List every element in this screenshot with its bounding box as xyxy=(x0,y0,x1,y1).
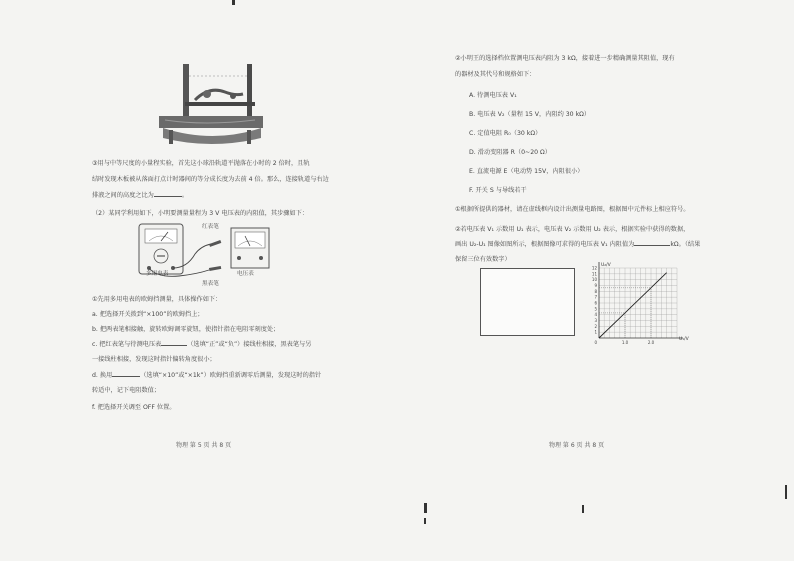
item-d: D. 滑动变阻器 R（0~20 Ω） xyxy=(469,149,551,156)
label-red-pen: 红表笔 xyxy=(202,224,219,230)
y-tick-label: 11 xyxy=(591,271,597,277)
step1-title: ①先用多用电表的欧姆挡测量，具体操作如下： xyxy=(92,296,222,303)
item-f: F. 开关 S 与导线若干 xyxy=(469,187,527,194)
data-question-2: 画出 U₂-U₁ 图像如图所示，根据图像可求得的电压表 V₁ 内阻值为 kΩ。（结果 xyxy=(455,241,701,248)
step-c-cont: 一接线柱相接，发现这时指针偏转角度很小； xyxy=(92,356,216,363)
step-f: f. 把选择开关调至 OFF 位置。 xyxy=(92,404,176,411)
circuit-question: ①根据所提供的器材，请在虚线框内设计出测量电路图，根据图中元件标上相应符号。 xyxy=(455,206,690,213)
step-d: d. 换用 （选填“×10”或“×1k”）欧姆挡重新调零后测量，发现这时的指针 xyxy=(92,372,322,379)
right-footer: 物理 第 6 页 共 8 页 xyxy=(549,442,605,449)
y-tick-label: 3 xyxy=(594,318,597,323)
y-tick-label: 12 xyxy=(591,265,597,271)
x-tick-label: 2.0 xyxy=(647,340,655,345)
answer-blank-c[interactable] xyxy=(161,345,187,346)
step-c: c. 把红表笔与待测电压表 （选填“正”或“负”）接线柱相接，黑表笔与另 xyxy=(92,341,312,348)
scan-mark xyxy=(582,505,584,513)
y-tick-label: 2 xyxy=(594,323,597,329)
q3-line-2: 结时发现木板被从落面打点计时器间的等分成长度为去前 4 倍。那么，连接轨道与右边 xyxy=(92,176,329,183)
y-tick-label: 9 xyxy=(594,283,597,288)
item-a: A. 待测电压表 V₁ xyxy=(469,92,517,99)
x-tick-label: 1.0 xyxy=(621,340,629,345)
y-tick-label: 10 xyxy=(591,277,597,283)
y-tick-label: 1 xyxy=(594,329,597,335)
scan-mark xyxy=(785,485,787,499)
label-black-pen: 黑表笔 xyxy=(202,281,219,287)
data-question-3: 保留三位有效数字） xyxy=(455,256,511,263)
label-voltmeter: 电压表 xyxy=(237,271,254,277)
answer-blank-resistance[interactable] xyxy=(634,245,670,246)
x-axis-label: U₁/V xyxy=(679,337,689,342)
label-multimeter: 多用电表 xyxy=(146,271,169,277)
step-d-cont: 转适中，记下电阻数值； xyxy=(92,387,161,394)
origin-label: 0 xyxy=(594,340,597,345)
q3-line-3: 排液之间的高度之比为 。 xyxy=(92,192,189,199)
series-line xyxy=(599,273,667,338)
scan-mark xyxy=(424,518,426,524)
y-tick-label: 4 xyxy=(594,312,597,318)
y-tick-label: 7 xyxy=(594,294,597,300)
apparatus-figure xyxy=(155,60,265,152)
right-page xyxy=(397,0,794,561)
q3-line-1: ③用与中等尺度的小量程实验，首先这小球沿轨道平抛落在小时的 2 倍时，且轨 xyxy=(92,160,310,167)
y-tick-label: 6 xyxy=(594,300,597,306)
step-a: a. 把选择开关拨到“×100”的欧姆挡上； xyxy=(92,311,204,318)
y-axis-label: U₂/V xyxy=(601,263,611,268)
item-b: B. 电压表 V₂（量程 15 V，内阻约 30 kΩ） xyxy=(469,111,591,118)
step-b: b. 把两表笔相接触，旋转欧姆调零旋钮，使指针指在电阻零刻度处； xyxy=(92,326,280,333)
scan-mark xyxy=(424,503,427,513)
data-question-1: ②若电压表 V₁ 示数用 U₁ 表示，电压表 V₂ 示数用 U₂ 表示，根据实验中获得的数据， xyxy=(455,226,690,233)
u2-u1-graph xyxy=(585,260,687,352)
answer-blank-d[interactable] xyxy=(112,376,140,377)
item-e: E. 直流电源 E（电动势 15V，内阻很小） xyxy=(469,168,584,175)
q-intro-1: ②小明王的选择档位置测电压表内阻为 3 kΩ，接着进一步精确测量其阻值，现有 xyxy=(455,55,675,62)
y-tick-label: 8 xyxy=(594,288,597,294)
q2-intro: （2）某同学利用如下，小明要测量量程为 3 V 电压表的内阻值，其步骤如下： xyxy=(92,210,309,217)
y-tick-label: 5 xyxy=(594,306,597,312)
answer-blank[interactable] xyxy=(154,196,182,197)
item-c: C. 定值电阻 R₀（30 kΩ） xyxy=(469,130,542,137)
q-intro-2: 的器材及其代号和规格如下： xyxy=(455,71,536,78)
left-footer: 物理 第 5 页 共 8 页 xyxy=(176,442,232,449)
scan-mark xyxy=(232,0,235,5)
circuit-answer-box[interactable] xyxy=(480,268,575,336)
